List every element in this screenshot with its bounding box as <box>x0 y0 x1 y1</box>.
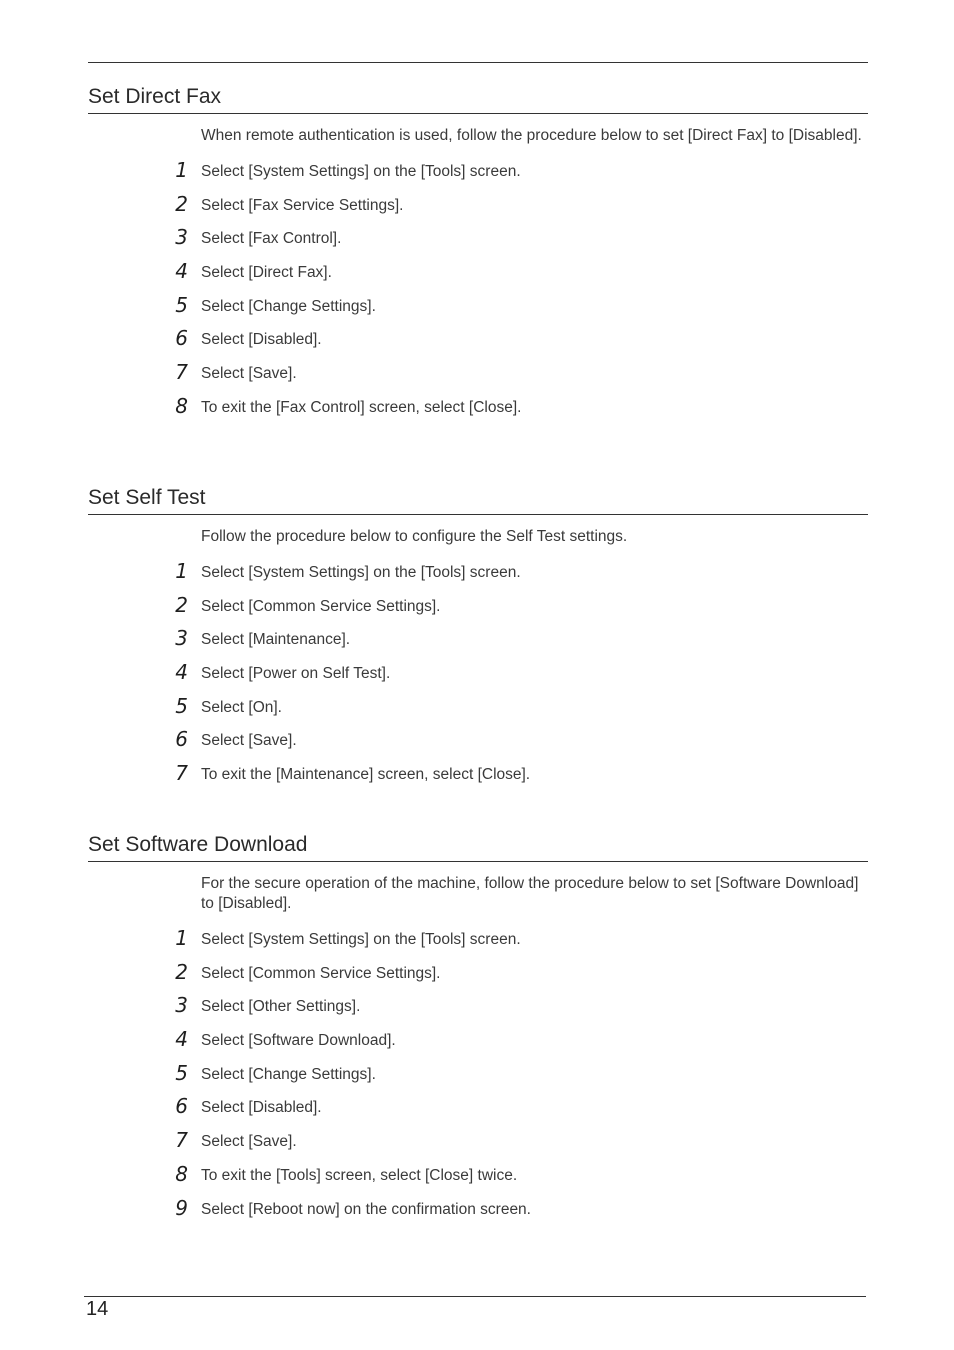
section-intro: Follow the procedure below to configure the Self Test settings. <box>201 528 628 545</box>
page-number: 14 <box>86 1298 109 1320</box>
step-number: 7 <box>175 761 188 786</box>
step-text: Select [Direct Fax]. <box>201 264 332 282</box>
step-text: Select [Save]. <box>201 732 297 750</box>
step-item <box>88 1124 868 1158</box>
step-item <box>88 188 868 222</box>
step-number: 1 <box>175 559 188 583</box>
section-set-self-test <box>88 485 868 791</box>
step-number: 8 <box>175 393 188 418</box>
section-title: Set Direct Fax <box>88 84 868 114</box>
step-number: 2 <box>175 959 188 984</box>
section-intro: For the secure operation of the machine, follow the procedure below to set [Software Download] to [Disabled]. <box>201 875 859 912</box>
step-item <box>88 1023 868 1057</box>
step-text: Select [Change Settings]. <box>201 297 376 315</box>
step-text: Select [Fax Service Settings]. <box>201 196 404 214</box>
step-text: Select [System Settings] on the [Tools] screen. <box>201 931 521 948</box>
step-number: 7 <box>175 1128 188 1153</box>
step-item <box>88 154 868 188</box>
step-text: Select [On]. <box>201 698 282 716</box>
step-item <box>88 757 868 791</box>
step-item <box>88 221 868 255</box>
step-list <box>88 154 868 424</box>
step-item <box>88 723 868 757</box>
section-title: Set Self Test <box>88 485 868 515</box>
step-item <box>88 1057 868 1091</box>
step-list <box>88 922 868 1225</box>
step-number: 4 <box>175 660 188 685</box>
section-title: Set Software Download <box>88 832 868 862</box>
step-item <box>88 956 868 990</box>
step-text: Select [Software Download]. <box>201 1032 396 1050</box>
step-number: 6 <box>175 727 188 752</box>
step-text: Select [Change Settings]. <box>201 1065 376 1083</box>
header-rule <box>88 62 868 63</box>
step-item <box>88 1192 868 1226</box>
step-item <box>88 356 868 390</box>
step-number: 2 <box>175 191 188 216</box>
step-item <box>88 690 868 724</box>
step-item <box>88 322 868 356</box>
step-item <box>88 589 868 623</box>
step-text: Select [Maintenance]. <box>201 631 351 649</box>
step-text: Select [Reboot now] on the confirmation screen. <box>201 1200 531 1218</box>
step-text: To exit the [Fax Control] screen, select [Close]. <box>201 398 522 416</box>
step-number: 8 <box>175 1161 188 1186</box>
step-text: To exit the [Tools] screen, select [Close] twice. <box>201 1166 518 1184</box>
step-item <box>88 1158 868 1192</box>
section-set-software-download <box>88 832 868 1225</box>
step-text: Select [Other Settings]. <box>201 998 361 1016</box>
step-item <box>88 390 868 424</box>
step-number: 9 <box>175 1195 188 1220</box>
step-item <box>88 555 868 589</box>
step-item <box>88 622 868 656</box>
step-text: Select [Disabled]. <box>201 331 322 349</box>
step-text: Select [System Settings] on the [Tools] screen. <box>201 163 521 180</box>
step-text: To exit the [Maintenance] screen, select [Close]. <box>201 766 531 784</box>
step-number: 5 <box>175 1060 188 1085</box>
step-number: 5 <box>175 693 188 718</box>
step-text: Select [Power on Self Test]. <box>201 665 391 683</box>
step-text: Select [Fax Control]. <box>201 230 342 248</box>
section-set-direct-fax <box>88 84 868 424</box>
step-number: 3 <box>175 993 188 1018</box>
footer-rule <box>84 1296 866 1297</box>
step-number: 4 <box>175 1027 188 1052</box>
step-number: 6 <box>175 1094 188 1119</box>
step-number: 5 <box>175 292 188 317</box>
step-item <box>88 289 868 323</box>
step-number: 2 <box>175 592 188 617</box>
step-number: 3 <box>175 225 188 250</box>
step-number: 1 <box>175 158 188 182</box>
step-number: 1 <box>175 926 188 950</box>
step-item <box>88 656 868 690</box>
step-list <box>88 555 868 791</box>
step-item <box>88 922 868 956</box>
step-number: 4 <box>175 259 188 284</box>
step-number: 6 <box>175 326 188 351</box>
section-intro: When remote authentication is used, follow the procedure below to set [Direct Fax] to [Disabled]. <box>201 127 862 144</box>
step-text: Select [Save]. <box>201 365 297 383</box>
step-text: Select [Save]. <box>201 1133 297 1151</box>
step-text: Select [System Settings] on the [Tools] screen. <box>201 564 521 581</box>
step-item <box>88 1090 868 1124</box>
step-item <box>88 989 868 1023</box>
step-item <box>88 255 868 289</box>
step-number: 3 <box>175 626 188 651</box>
step-number: 7 <box>175 360 188 385</box>
step-text: Select [Common Service Settings]. <box>201 964 441 982</box>
step-text: Select [Common Service Settings]. <box>201 597 441 615</box>
step-text: Select [Disabled]. <box>201 1099 322 1117</box>
